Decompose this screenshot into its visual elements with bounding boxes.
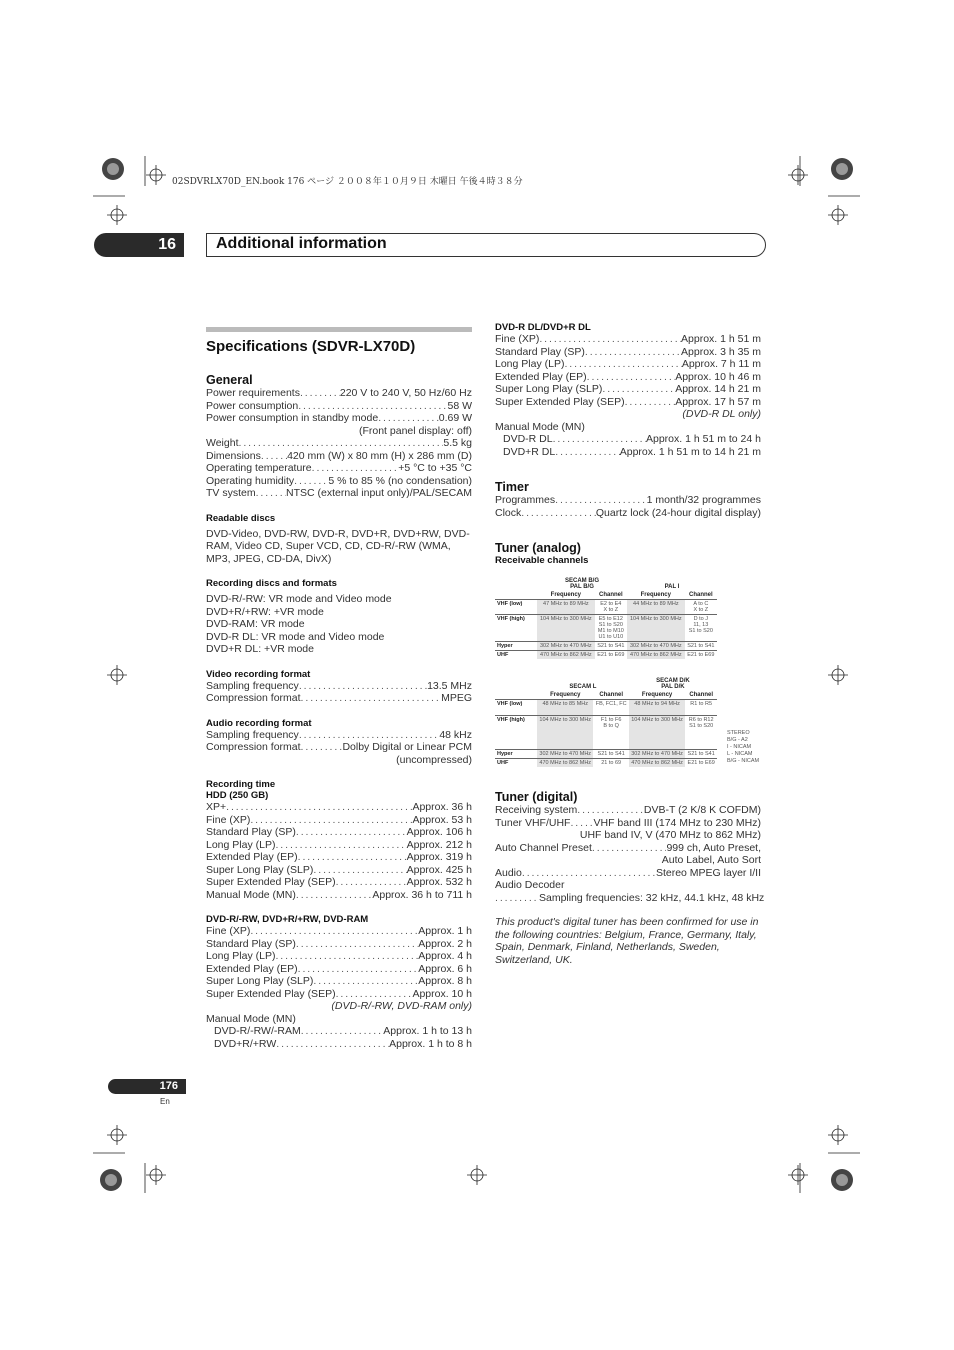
spec-row: Super Long Play (SLP) . . . Approx. 14 h 21 m xyxy=(495,383,761,396)
print-header-info: 02SDVRLX70D_EN.book 176 ページ ２００８年１０月９日 木曜日 午後４時３８分 xyxy=(172,177,523,187)
spec-row: Long Play (LP) . . . Approx. 4 h xyxy=(206,950,472,963)
spec-row: Programmes . . . 1 month/32 programmes xyxy=(495,494,761,507)
col-header-frequency: Frequency xyxy=(640,592,671,598)
table-group-header: SECAM D/K PAL D/K xyxy=(656,678,690,690)
table-group-header: PAL I xyxy=(664,584,680,590)
spec-row: Audio . . . Stereo MPEG layer I/II xyxy=(495,867,761,880)
spec-note: Auto Label, Auto Sort xyxy=(661,854,761,866)
chapter-title: Additional information xyxy=(216,235,387,252)
spec-row: Receiving system . . . DVB-T (2 K/8 K COFDM) xyxy=(495,804,761,817)
spec-row: Tuner VHF/UHF . . . VHF band III (174 MHz to 230 MHz) xyxy=(495,817,761,830)
spec-row: Standard Play (SP) . . . Approx. 106 h xyxy=(206,826,472,839)
recording-disc-line: DVD-R/-RW: VR mode and Video mode xyxy=(206,593,392,605)
recording-disc-line: DVD+R DL: +VR mode xyxy=(206,643,314,655)
spec-row: Clock . . . Quartz lock (24-hour digital display) xyxy=(495,507,761,520)
spec-row: . . . Sampling frequencies: 32 kHz, 44.1 kHz, 48 kHz xyxy=(495,892,761,905)
table-group-header: SECAM L xyxy=(569,684,597,690)
spec-row: XP+ . . . Approx. 36 h xyxy=(206,801,472,814)
title-rule xyxy=(206,327,472,332)
spec-row: Auto Channel Preset . . . 999 ch, Auto Preset, xyxy=(495,842,761,855)
dvd-title: DVD-R/-RW, DVD+R/+RW, DVD-RAM xyxy=(206,914,369,925)
col-header-frequency: Frequency xyxy=(550,692,581,698)
spec-row: Fine (XP) . . . Approx. 53 h xyxy=(206,814,472,827)
spec-row: Dimensions . . . 420 mm (W) x 80 mm (H) x 286 mm (D) xyxy=(206,450,472,463)
table-row: Hyper 302 MHz to 470 MHz S21 to S41 302 MHz to 470 MHz S21 to S41 xyxy=(495,642,717,651)
spec-row: Super Extended Play (SEP) . . . Approx. 532 h xyxy=(206,876,472,889)
table-row: VHF (high) 104 MHz to 300 MHz F1 to F6 B to Q 104 MHz to 300 MHz R6 to R12 S1 to S20 xyxy=(495,716,717,750)
audio-decoder-label: Audio Decoder xyxy=(495,879,565,891)
chapter-number: 16 xyxy=(94,233,184,257)
timer-title: Timer xyxy=(495,480,529,494)
tuner-analog-title: Tuner (analog) xyxy=(495,541,581,555)
table-row: UHF 470 MHz to 862 MHz 21 to 69 470 MHz to 862 MHz E21 to E69 xyxy=(495,759,717,768)
table-row: Hyper 302 MHz to 470 MHz S21 to S41 302 MHz to 470 MHz S21 to S41 xyxy=(495,750,717,759)
spec-row: Super Long Play (SLP) . . . Approx. 425 h xyxy=(206,864,472,877)
spec-row: Sampling frequency . . . 48 kHz xyxy=(206,729,472,742)
col-header-channel: Channel xyxy=(599,692,623,698)
readable-discs-title: Readable discs xyxy=(206,512,276,524)
spec-row: Extended Play (EP) . . . Approx. 6 h xyxy=(206,963,472,976)
spec-row: Extended Play (EP) . . . Approx. 319 h xyxy=(206,851,472,864)
spec-row: DVD-R/-RW/-RAM . . . Approx. 1 h to 13 h xyxy=(206,1025,472,1038)
col-header-frequency: Frequency xyxy=(641,692,673,698)
spec-row: Power consumption . . . 58 W xyxy=(206,400,472,413)
stereo-legend: STEREO B/G - A2 I - NICAM L - NICAM B/G - NICAM xyxy=(727,730,760,764)
spec-row: Super Extended Play (SEP) . . . Approx. 10 h xyxy=(206,988,472,1001)
manual-mode-label: Manual Mode (MN) xyxy=(206,1012,296,1025)
spec-row: Manual Mode (MN) . . . Approx. 36 h to 711 h xyxy=(206,889,472,902)
spec-row: Power consumption in standby mode . . . 0.69 W xyxy=(206,412,472,425)
spec-row: Weight . . . 5.5 kg xyxy=(206,437,472,450)
spec-row: Compression format . . . MPEG xyxy=(206,692,472,705)
spec-note: (DVD-R/-RW, DVD-RAM only) xyxy=(331,1000,472,1012)
corner-rosette-tr xyxy=(831,158,853,180)
spec-row: Super Long Play (SLP) . . . Approx. 8 h xyxy=(206,975,472,988)
recording-time-title: Recording time xyxy=(206,779,276,790)
corner-rosette-bl xyxy=(100,1169,122,1191)
spec-row: DVD-R DL . . . Approx. 1 h 51 m to 24 h xyxy=(495,433,761,446)
hdd-title: HDD (250 GB) xyxy=(206,790,269,801)
left-column xyxy=(206,327,472,1050)
table-row: VHF (low) 47 MHz to 89 MHz E2 to E4 X to Z 44 MHz to 89 MHz A to C X to Z xyxy=(495,600,717,615)
spec-row: Super Extended Play (SEP) . . . Approx. 17 h 57 m xyxy=(495,396,761,409)
spec-note: (Front panel display: off) xyxy=(358,424,472,437)
spec-row: Fine (XP) . . . Approx. 1 h 51 m xyxy=(495,333,761,346)
spec-row: Standard Play (SP) . . . Approx. 3 h 35 m xyxy=(495,346,761,359)
spec-row: DVD+R DL . . . Approx. 1 h 51 m to 14 h 21 m xyxy=(495,446,761,459)
recording-disc-line: DVD+R/+RW: +VR mode xyxy=(206,605,324,618)
audio-format-title: Audio recording format xyxy=(206,717,312,729)
col-header-channel: Channel xyxy=(688,592,713,598)
spec-row: Operating temperature . . . +5 °C to +35 °C xyxy=(206,462,472,475)
page-number: 176 xyxy=(108,1079,186,1094)
col-header-channel: Channel xyxy=(598,592,623,598)
table-row: VHF (high) 104 MHz to 300 MHz E5 to E12 S1 to S20 M1 to M10 U1 to U10 104 MHz to 300 MHz D to J 11, 13 S1 to S20 xyxy=(495,615,717,642)
receivable-channels-title: Receivable channels xyxy=(495,555,589,566)
tuner-digital-title: Tuner (digital) xyxy=(495,790,578,804)
page-language: En xyxy=(160,1097,170,1106)
col-header-channel: Channel xyxy=(689,692,713,698)
spec-note: (DVD-R DL only) xyxy=(682,408,761,420)
spec-row: Extended Play (EP) . . . Approx. 10 h 46 m xyxy=(495,371,761,384)
manual-mode-label: Manual Mode (MN) xyxy=(495,420,585,433)
table-row: UHF 470 MHz to 862 MHz E21 to E69 470 MHz to 862 MHz E21 to E69 xyxy=(495,651,717,660)
right-column xyxy=(495,322,761,566)
spec-note: UHF band IV, V (470 MHz to 862 MHz) xyxy=(579,829,761,841)
recording-disc-line: DVD-R DL: VR mode and Video mode xyxy=(206,630,385,643)
channel-table-2 xyxy=(495,677,717,767)
spec-row: Fine (XP) . . . Approx. 1 h xyxy=(206,925,472,938)
tuner-digital-section xyxy=(495,790,765,966)
corner-rosette-tl xyxy=(102,158,124,180)
spec-row: Sampling frequency . . . 13.5 MHz xyxy=(206,680,472,693)
general-title: General xyxy=(206,373,253,387)
spec-row: Compression format . . . Dolby Digital or Linear PCM xyxy=(206,741,472,754)
spec-row: Standard Play (SP) . . . Approx. 2 h xyxy=(206,938,472,951)
table-row: VHF (low) 48 MHz to 85 MHz FB, FC1, FC 48 MHz to 94 MHz R1 to R5 xyxy=(495,700,717,716)
spec-row: Power requirements . . . 220 V to 240 V, 50 Hz/60 Hz xyxy=(206,387,472,400)
dl-title: DVD-R DL/DVD+R DL xyxy=(495,322,591,333)
recording-discs-title: Recording discs and formats xyxy=(206,578,337,589)
spec-note: (uncompressed) xyxy=(396,753,472,766)
tuner-note: This product's digital tuner has been confirmed for use in the following countries: Belgium, France, Germany, Italy, Spain, Denmark, Finland, Netherlands, Sweden, Switzerland, UK. xyxy=(495,916,759,966)
spec-row: Operating humidity . . . 5 % to 85 % (no condensation) xyxy=(206,475,472,488)
spec-row: Long Play (LP) . . . Approx. 212 h xyxy=(206,839,472,852)
recording-disc-line: DVD-RAM: VR mode xyxy=(206,618,305,630)
table-group-header: SECAM B/G PAL B/G xyxy=(564,578,599,590)
channel-table-1 xyxy=(495,577,717,659)
spec-row: Long Play (LP) . . . Approx. 7 h 11 m xyxy=(495,358,761,371)
video-format-title: Video recording format xyxy=(206,668,311,680)
spec-row: DVD+R/+RW . . . Approx. 1 h to 8 h xyxy=(206,1038,472,1051)
corner-rosette-br xyxy=(831,1169,853,1191)
col-header-frequency: Frequency xyxy=(550,592,581,598)
readable-discs-text: DVD-Video, DVD-RW, DVD-R, DVD+R, DVD+RW, DVD-RAM, Video CD, Super VCD, CD, CD-R/-RW (WMA, MP3, JPEG, CD-DA, DivX) xyxy=(206,527,470,565)
spec-row: TV system . . . NTSC (external input only)/PAL/SECAM xyxy=(206,487,472,500)
page-title: Specifications (SDVR-LX70D) xyxy=(206,338,416,355)
